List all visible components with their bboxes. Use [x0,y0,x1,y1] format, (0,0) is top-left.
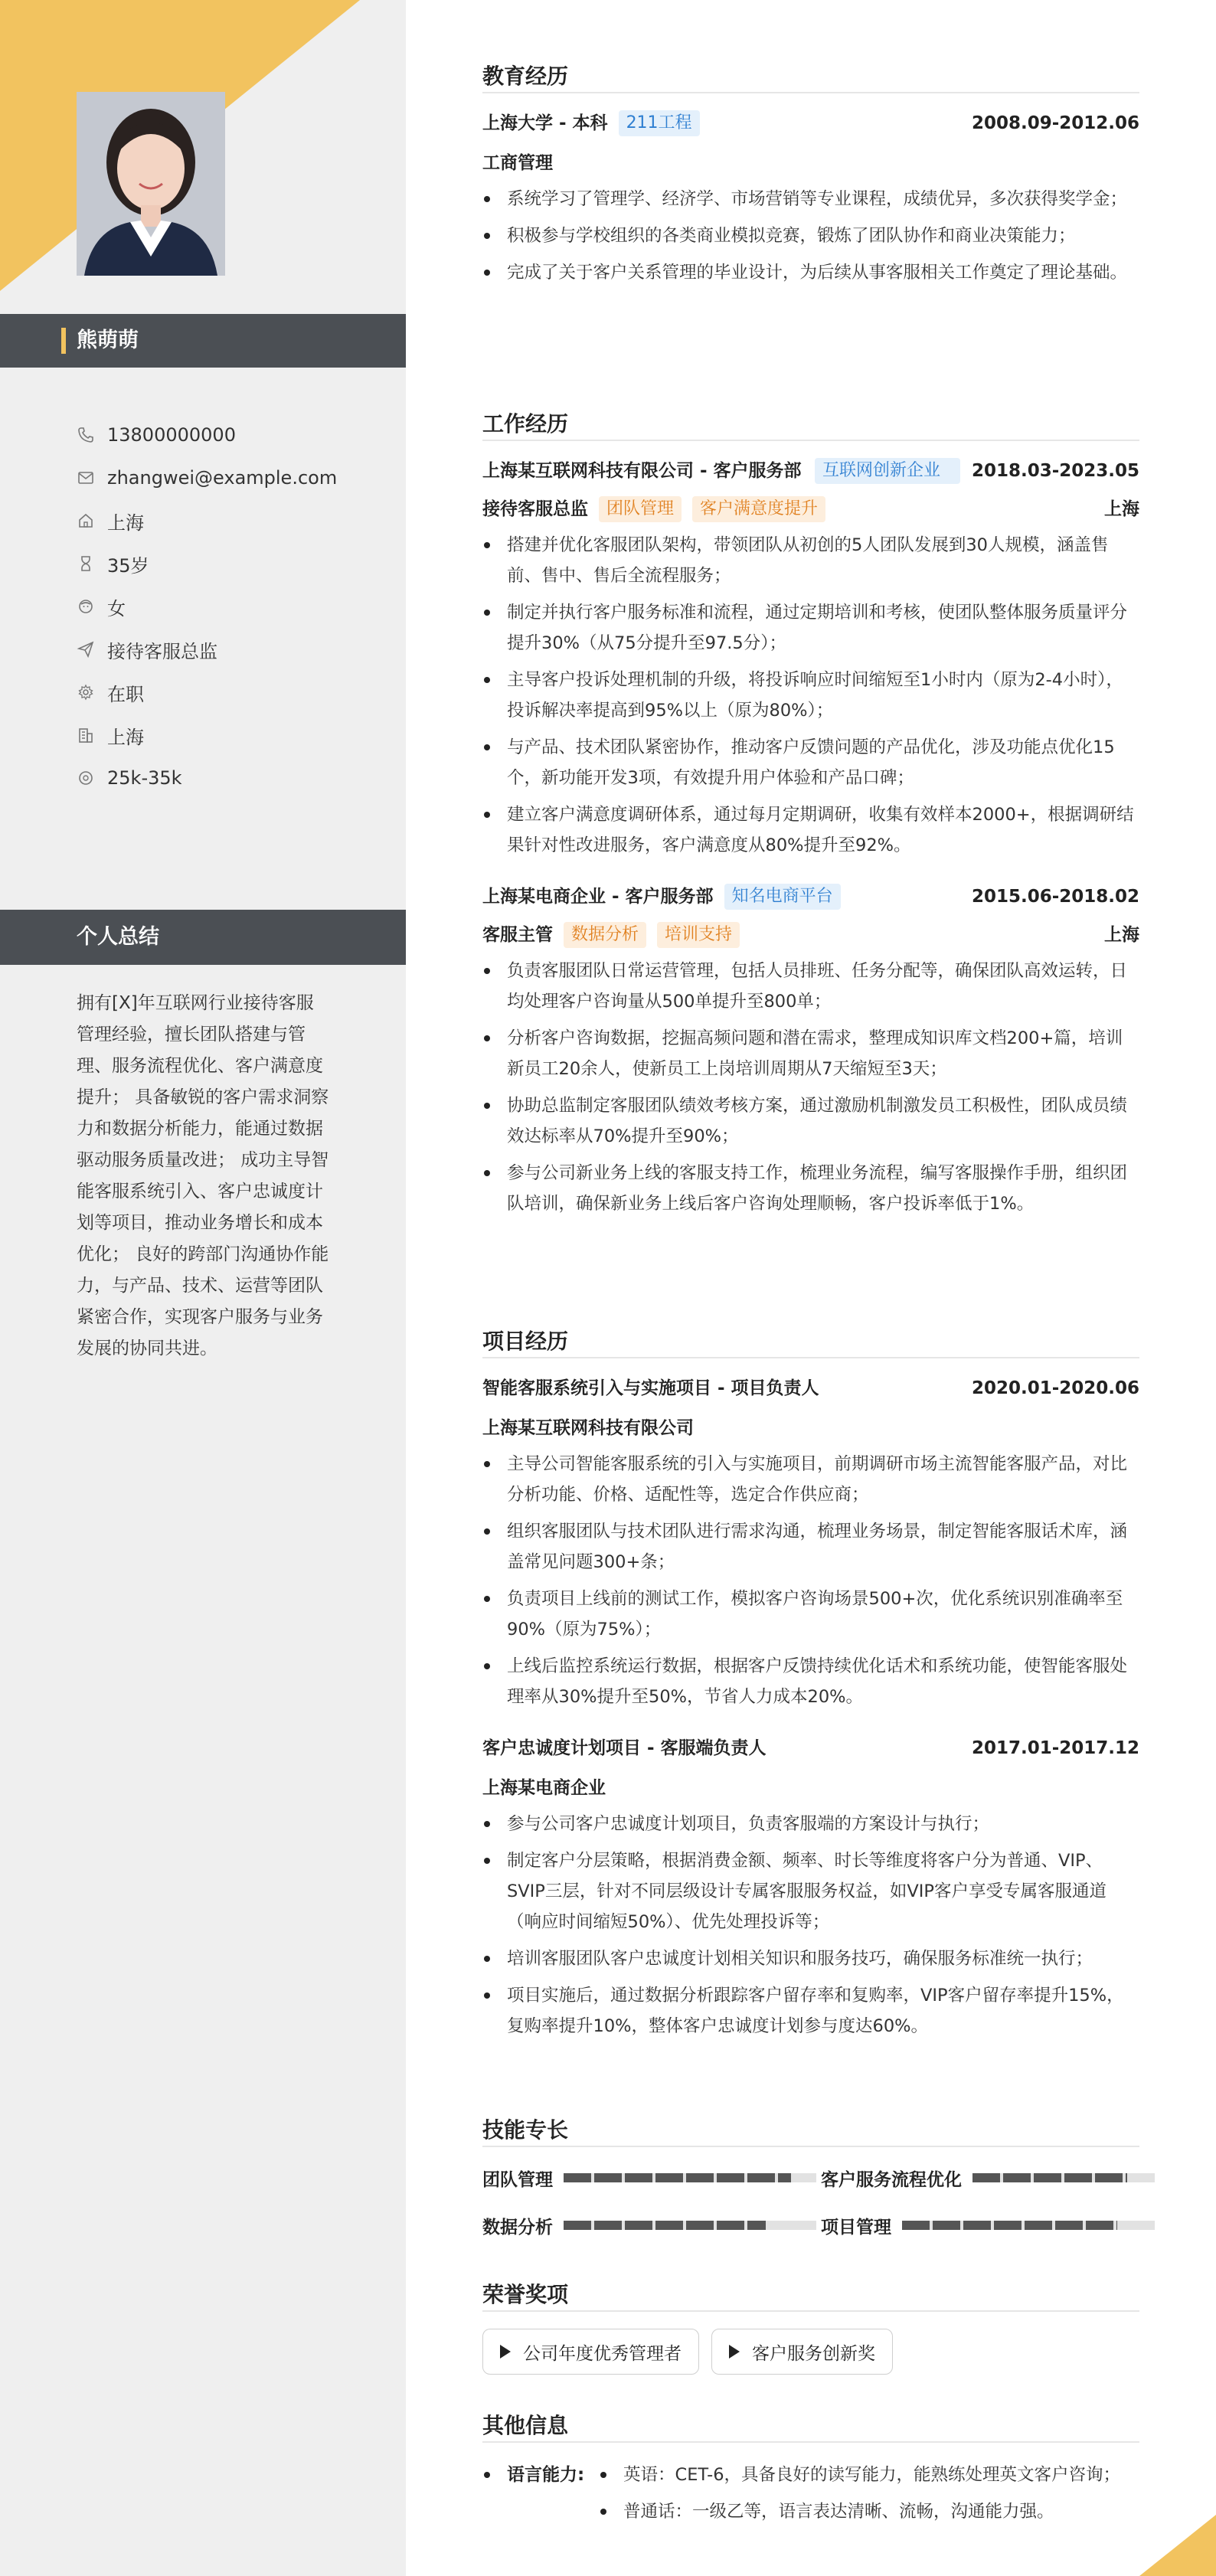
play-icon [500,2345,511,2359]
job-entry [482,458,1139,861]
summary-header [0,910,406,965]
bullet-item: 建立客户满意度调研体系，通过每月定期调研，收集有效样本2000+，根据调研结果针对性改进服务，客户满意度从80%提升至92%。 [482,799,1139,861]
project-bullets [482,1449,1139,1712]
bullet-item: 分析客户咨询数据，挖掘高频问题和潜在需求，整理成知识库文档200+篇，培训新员工20余人，使新员工上岗培训周期从7天缩短至3天； [482,1023,1139,1084]
skill-item [821,2212,1159,2239]
contact-text: 上海 [107,726,144,748]
bullet-item: 制定客户分层策略，根据消费金额、频率、时长等维度将客户分为普通、VIP、SVIP三层，针对不同层级设计专属客服服务权益，如VIP客户享受专属客服通道（响应时间缩短50%）、优先处理投诉等； [482,1845,1139,1937]
section-title: 荣誉奖项 [482,2282,569,2307]
section-divider [482,2146,1139,2147]
contact-list [77,414,383,799]
hourglass-icon [77,554,95,573]
company-tag: 互联网创新企业 [815,458,960,484]
role-tag: 客户满意度提升 [692,496,825,522]
project-name: 客户忠诚度计划项目 - 客服端负责人 [482,1738,767,1758]
award-badge [711,2329,893,2375]
job-bullets [482,530,1139,861]
project-entry [482,1375,1139,1712]
bullet-item: 搭建并优化客服团队架构，带领团队从初创的5人团队发展到30人规模，涵盖售前、售中、售后全流程服务； [482,530,1139,591]
skill-item [482,2164,821,2192]
coin-icon [77,769,95,787]
job-location: 上海 [1104,925,1139,945]
bullet-item: 培训客服团队客户忠诚度计划相关知识和服务技巧，确保服务标准统一执行； [482,1943,1139,1974]
skill-bar [564,2173,816,2182]
job-bullets [482,956,1139,1219]
skill-level-fill [972,2173,1127,2182]
contact-text: 25k-35k [107,767,182,789]
project-date: 2017.01-2017.12 [971,1738,1139,1758]
contact-item [77,585,383,628]
contact-item [77,671,383,714]
contact-item [77,499,383,542]
project-entry [482,1735,1139,2042]
project-org: 上海某电商企业 [482,1778,606,1798]
sidebar [0,0,406,2576]
contact-item [77,542,383,585]
language-item: 英语：CET-6，具备良好的读写能力，能熟练处理英文客户咨询； [599,2460,1139,2490]
section-title: 教育经历 [482,64,569,89]
work-jobs [482,458,1139,1219]
skill-bar [902,2221,1155,2230]
contact-item [77,757,383,799]
bullet-item: 与产品、技术团队紧密协作，推动客户反馈问题的产品优化，涉及功能点优化15个，新功能开发3项，有效提升用户体验和产品口碑； [482,732,1139,793]
section-divider [482,440,1139,441]
mail-icon [77,469,95,487]
bullet-item: 完成了关于客户关系管理的毕业设计，为后续从事客服相关工作奠定了理论基础。 [482,257,1139,288]
language-label: 语言能力: [507,2465,585,2485]
home-icon [77,512,95,530]
section-title: 工作经历 [482,411,569,436]
bullet-item: 参与公司新业务上线的客服支持工作，梳理业务流程，编写客服操作手册，组织团队培训，确保新业务上线后客户咨询处理顺畅，客户投诉率低于1%。 [482,1158,1139,1219]
gender-icon [77,597,95,616]
job-role: 客服主管 [482,925,553,945]
projects-section [482,1325,1139,2048]
section-divider [482,1357,1139,1358]
name-accent-bar [61,328,66,354]
job-date: 2015.06-2018.02 [971,887,1139,907]
contact-text: 接待客服总监 [107,640,217,662]
skill-level-fill [564,2173,791,2182]
bullet-item: 上线后监控系统运行数据，根据客户反馈持续优化话术和系统功能，使智能客服处理率从30%提升至50%，节省人力成本20%。 [482,1651,1139,1712]
skill-name: 团队管理 [482,2169,553,2190]
contact-text: 13800000000 [107,424,236,446]
contact-text: 女 [107,597,126,619]
work-section [482,407,1139,1225]
language-list [599,2460,1139,2533]
education-bullets [482,184,1139,288]
contact-item [77,456,383,499]
school-tag: 211工程 [619,110,700,136]
contact-text: zhangwei@example.com [107,467,338,489]
role-tag: 数据分析 [564,922,646,948]
award-label: 公司年度优秀管理者 [523,2343,682,2364]
bullet-item: 参与公司客户忠诚度计划项目，负责客服端的方案设计与执行； [482,1809,1139,1839]
skill-name: 数据分析 [482,2217,553,2238]
major-name: 工商管理 [482,153,553,173]
bullet-item: 主导客户投诉处理机制的升级，将投诉响应时间缩短至1小时内（原为2-4小时），投诉解决率提高到95%以上（原为80%）； [482,665,1139,726]
skill-name: 客户服务流程优化 [821,2169,962,2190]
contact-text: 上海 [107,512,144,534]
language-item: 普通话：一级乙等，语言表达清晰、流畅，沟通能力强。 [599,2496,1139,2527]
phone-icon [77,426,95,444]
section-title: 项目经历 [482,1329,569,1354]
bullet-item: 系统学习了管理学、经济学、市场营销等专业课程，成绩优异，多次获得奖学金； [482,184,1139,214]
person-name: 熊萌萌 [77,329,139,352]
skill-grid [482,2164,1139,2239]
corner-decoration [1139,2515,1216,2576]
skill-bar [972,2173,1155,2182]
section-divider [482,2310,1139,2312]
project-name: 智能客服系统引入与实施项目 - 项目负责人 [482,1378,819,1398]
bullet-item: 项目实施后，通过数据分析跟踪客户留存率和复购率，VIP客户留存率提升15%，复购率提升10%，整体客户忠诚度计划参与度达60%。 [482,1980,1139,2042]
paper-plane-icon [77,640,95,659]
skill-level-fill [902,2221,1117,2230]
job-role: 接待客服总监 [482,499,588,519]
bullet-item: 负责项目上线前的测试工作，模拟客户咨询场景500+次，优化系统识别准确率至90%（原为75%）； [482,1584,1139,1645]
contact-item [77,628,383,671]
skill-item [821,2164,1159,2192]
bullet-item: 组织客服团队与技术团队进行需求沟通，梳理业务场景，制定智能客服话术库，涵盖常见问题300+条； [482,1516,1139,1577]
project-org: 上海某互联网科技有限公司 [482,1418,694,1438]
job-date: 2018.03-2023.05 [971,461,1139,481]
company-tag: 知名电商平台 [724,884,841,910]
contact-item [77,714,383,757]
award-label: 客户服务创新奖 [752,2343,875,2364]
name-bar [0,314,406,368]
award-badge [482,2329,699,2375]
role-tag: 培训支持 [657,922,740,948]
project-date: 2020.01-2020.06 [971,1378,1139,1398]
award-list [482,2329,1139,2375]
contact-text: 35岁 [107,554,149,577]
company-name: 上海某电商企业 - 客户服务部 [482,887,714,907]
bullet-item: 负责客服团队日常运营管理，包括人员排班、任务分配等，确保团队高效运转，日均处理客户咨询量从500单提升至800单； [482,956,1139,1017]
skill-item [482,2212,821,2239]
education-section [482,60,1139,294]
bullet-item: 制定并执行客户服务标准和流程，通过定期培训和考核，使团队整体服务质量评分提升30%（从75分提升至97.5分）； [482,597,1139,659]
job-location: 上海 [1104,499,1139,519]
education-date: 2008.09-2012.06 [971,113,1139,133]
school-name: 上海大学 - 本科 [482,113,608,133]
contact-item [77,414,383,456]
awards-section [482,2278,1139,2375]
skill-level-fill [564,2221,766,2230]
play-icon [729,2345,740,2359]
skill-name: 项目管理 [821,2217,891,2238]
profile-photo [77,92,225,276]
job-entry [482,884,1139,1219]
summary-text: 拥有[X]年互联网行业接待客服管理经验，擅长团队搭建与管理、服务流程优化、客户满意度提升； 具备敏锐的客户需求洞察力和数据分析能力，能通过数据驱动服务质量改进； 成功主导智能客服系统引入、客户忠诚度计划等项目，推动业务增长和成本优化； 良好的跨部门沟通协作能力，与产品、技术、运营等团队紧密合作，实现客户服务与业务发展的协同共进。 [77,993,329,1358]
contact-text: 在职 [107,683,144,705]
skills-section [482,2113,1139,2239]
section-divider [482,92,1139,93]
other-section [482,2409,1139,2533]
language-row [482,2460,1139,2533]
bullet-item: 主导公司智能客服系统的引入与实施项目，前期调研市场主流智能客服产品，对比分析功能、价格、适配性等，选定合作供应商； [482,1449,1139,1510]
building-icon [77,726,95,744]
section-divider [482,2441,1139,2443]
bullet-item: 协助总监制定客服团队绩效考核方案，通过激励机制激发员工积极性，团队成员绩效达标率从70%提升至90%； [482,1090,1139,1152]
company-name: 上海某互联网科技有限公司 - 客户服务部 [482,461,802,481]
project-items [482,1375,1139,2042]
summary-title: 个人总结 [77,925,159,949]
project-bullets [482,1809,1139,2042]
section-title: 其他信息 [482,2413,569,2438]
bullet-item: 积极参与学校组织的各类商业模拟竞赛，锻炼了团队协作和商业决策能力； [482,221,1139,251]
gear-icon [77,683,95,701]
role-tag: 团队管理 [599,496,682,522]
skill-bar [564,2221,816,2230]
section-title: 技能专长 [482,2117,569,2143]
